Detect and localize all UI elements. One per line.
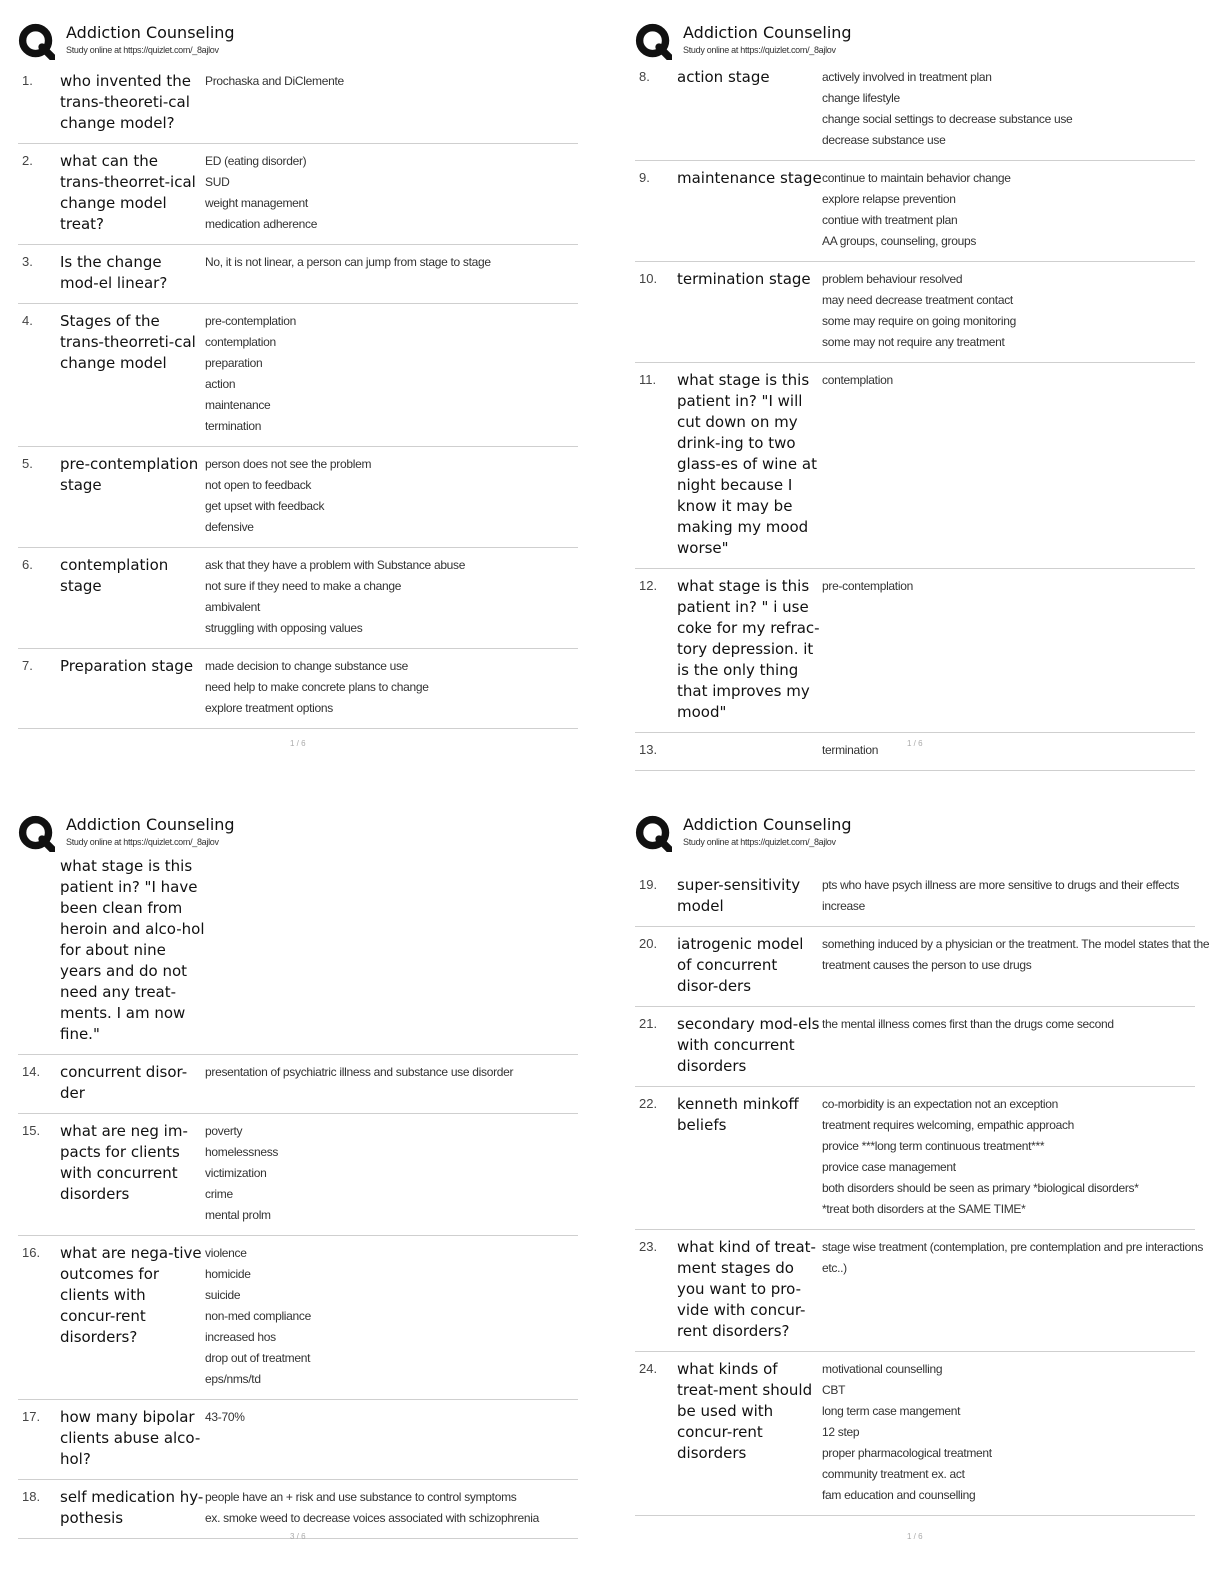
card-number: 19. [639,877,658,892]
card-term: concurrent disor-der [60,1063,188,1102]
card-number: 9. [639,170,650,185]
card-term: contemplation stage [60,556,169,595]
definition-line: Prochaska and DiClemente [205,74,344,88]
card-term: iatrogenic model of concurrent disor-ders [677,935,804,995]
card-term: secondary mod-els with concurrent disorders [677,1015,820,1075]
flashcard-row [635,1230,1204,1352]
definition-line: suicide [205,1288,241,1302]
card-definition [822,875,1195,917]
app-title: Addiction Counseling [66,815,235,834]
definition-line: not sure if they need to make a change [205,579,402,593]
page-header [18,20,578,60]
card-term [677,740,822,761]
card-definition [822,370,1195,559]
card-definition [205,1407,578,1470]
card-term: what are neg im-pacts for clients with concurrent disorders [60,1122,188,1203]
app-subtitle: Study online at https://quizlet.com/_8ajlov [66,45,219,55]
quizlet-logo-icon [18,23,55,60]
card-term: what can the trans-theorret-ical change model treat? [60,152,196,233]
card-term: kenneth minkoff beliefs [677,1095,799,1134]
card-number: 7. [22,658,33,673]
flashcard-row [635,927,1210,1007]
page-number: 1 / 6 [290,739,306,748]
definition-line: No, it is not linear, a person can jump from stage to stage [205,255,491,269]
card-number: 22. [639,1096,658,1111]
flashcard-row [18,1114,578,1236]
app-title: Addiction Counseling [66,23,235,42]
definition-line: medication adherence [205,217,318,231]
flashcard-row [635,1087,1195,1230]
definition-line: increase [822,899,865,913]
definition-line: change social settings to decrease substance use [822,112,1073,126]
card-definition [822,1359,1195,1506]
flashcard-row [18,854,578,1055]
definition-line: stage wise treatment (contemplation, pre contemplation and pre interactions [822,1240,1204,1254]
card-number: 18. [22,1489,41,1504]
definition-line: provice case management [822,1160,956,1174]
card-definition [822,740,1195,761]
card-term: who invented the trans-theoreti-cal change model? [60,72,192,132]
card-number: 14. [22,1064,41,1079]
card-number: 4. [22,313,33,328]
definition-line: increased hos [205,1330,276,1344]
card-term: what stage is this patient in? "I have been clean from heroin and alco-hol for about nine years and do not need any treat-ments. I am now fine." [60,857,205,1043]
definition-line: *treat both disorders at the SAME TIME* [822,1202,1026,1216]
definition-line: need help to make concrete plans to change [205,680,429,694]
definition-line: ex. smoke weed to decrease voices associated with schizophrenia [205,1511,539,1525]
flashcard-row [635,1007,1195,1087]
card-term: what kind of treat-ment stages do you want to pro-vide with concur-rent disorders? [677,1238,816,1340]
card-definition [822,1014,1195,1077]
definition-line: problem behaviour resolved [822,272,963,286]
flashcard-row [18,1400,578,1480]
page-number: 1 / 6 [907,1532,923,1541]
definition-line: contemplation [205,335,276,349]
card-number: 5. [22,456,33,471]
definition-line: both disorders should be seen as primary *biological disorders* [822,1181,1139,1195]
card-term: super-sensitivity model [677,876,801,915]
definition-line: presentation of psychiatric illness and substance use disorder [205,1065,514,1079]
definition-line: treatment causes the person to use drugs [822,958,1032,972]
definition-line: termination [205,419,262,433]
card-term: what are nega-tive outcomes for clients with concur-rent disorders? [60,1244,202,1346]
card-list [635,60,1195,771]
definition-line: etc..) [822,1261,847,1275]
definition-line: ED (eating disorder) [205,154,307,168]
page-number: 3 / 6 [290,1532,306,1541]
card-term: what stage is this patient in? "I will cut down on my drink-ing to two glass-es of wine at night because I know it may be making my mood worse" [677,371,817,557]
card-term: Is the change mod-el linear? [60,253,168,292]
card-definition [205,656,578,719]
card-definition [205,1062,578,1104]
definition-line: ambivalent [205,600,261,614]
definition-line: treatment requires welcoming, empathic approach [822,1118,1075,1132]
definition-line: fam education and counselling [822,1488,976,1502]
flashcard-row [18,64,578,144]
page-header [635,812,1195,852]
definition-line: violence [205,1246,247,1260]
definition-line: homicide [205,1267,251,1281]
card-term: maintenance stage [677,169,822,187]
card-list [18,64,578,729]
definition-line: weight management [205,196,308,210]
definition-line: pre-contemplation [205,314,296,328]
flashcard-row [18,144,578,245]
definition-line: poverty [205,1124,243,1138]
definition-line: 43-70% [205,1410,245,1424]
card-number: 13. [639,742,658,757]
definition-line: drop out of treatment [205,1351,311,1365]
definition-line: person does not see the problem [205,457,372,471]
card-definition [205,1121,578,1226]
definition-line: get upset with feedback [205,499,325,513]
flashcard-row [635,60,1195,161]
definition-line: preparation [205,356,263,370]
definition-line: contiue with treatment plan [822,213,958,227]
definition-line: struggling with opposing values [205,621,363,635]
card-definition [822,269,1195,353]
card-definition [822,67,1195,151]
definition-line: pts who have psych illness are more sensitive to drugs and their effects [822,878,1180,892]
page-number: 1 / 6 [907,739,923,748]
flashcard-row [635,1352,1195,1516]
app-subtitle: Study online at https://quizlet.com/_8ajlov [683,837,836,847]
quizlet-logo-icon [635,815,672,852]
definition-line: ask that they have a problem with Substance abuse [205,558,466,572]
flashcard-row [18,245,578,304]
definition-line: change lifestyle [822,91,900,105]
definition-line: proper pharmacological treatment [822,1446,992,1460]
page-header [635,20,1195,60]
card-term: Preparation stage [60,657,194,675]
definition-line: may need decrease treatment contact [822,293,1013,307]
flashcard-row [18,447,578,548]
definition-line: something induced by a physician or the treatment. The model states that the [822,937,1210,951]
card-number: 24. [639,1361,658,1376]
flashcard-row [18,1055,578,1114]
definition-line: termination [822,743,879,757]
card-number: 3. [22,254,33,269]
app-title: Addiction Counseling [683,23,852,42]
card-definition [822,1237,1203,1342]
card-number: 17. [22,1409,41,1424]
flashcard-row [18,1236,578,1400]
definition-line: explore relapse prevention [822,192,956,206]
card-list [18,854,578,1539]
card-number: 11. [639,372,657,387]
card-definition [205,252,578,294]
card-term: how many bipolar clients abuse alco-hol? [60,1408,201,1468]
definition-line: motivational counselling [822,1362,943,1376]
definition-line: defensive [205,520,254,534]
definition-line: actively involved in treatment plan [822,70,992,84]
card-term: self medication hy-pothesis [60,1488,204,1527]
definition-line: co-morbidity is an expectation not an exception [822,1097,1059,1111]
app-subtitle: Study online at https://quizlet.com/_8ajlov [683,45,836,55]
card-number [18,856,60,1045]
card-number: 20. [639,936,658,951]
card-definition [205,1243,578,1390]
flashcard-row [18,548,578,649]
card-definition [205,151,578,235]
card-definition [205,856,578,1045]
definition-line: maintenance [205,398,271,412]
definition-line: not open to feedback [205,478,312,492]
flashcard-row [18,304,578,447]
flashcard-row [635,868,1195,927]
card-term: action stage [677,68,770,86]
definition-line: community treatment ex. act [822,1467,965,1481]
quizlet-logo-icon [635,23,672,60]
flashcard-row [18,649,578,729]
card-definition [205,555,578,639]
card-definition [822,576,1195,723]
card-number: 16. [22,1245,41,1260]
card-term: what stage is this patient in? " i use coke for my refrac-tory depression. it is the only thing that improves my mood" [677,577,820,721]
card-number: 6. [22,557,33,572]
definition-line: continue to maintain behavior change [822,171,1011,185]
card-term: pre-contemplation stage [60,455,199,494]
definition-line: SUD [205,175,230,189]
definition-line: AA groups, counseling, groups [822,234,977,248]
definition-line: the mental illness comes first than the drugs come second [822,1017,1114,1031]
card-number: 10. [639,271,658,286]
flashcard-row [635,363,1195,569]
card-number: 12. [639,578,658,593]
card-number: 23. [639,1239,658,1254]
page-header [18,812,578,852]
app-subtitle: Study online at https://quizlet.com/_8ajlov [66,837,219,847]
card-definition [205,1487,578,1529]
card-list [635,868,1210,1516]
definition-line: pre-contemplation [822,579,913,593]
definition-line: action [205,377,236,391]
flashcard-row [635,161,1195,262]
definition-line: contemplation [822,373,893,387]
app-title: Addiction Counseling [683,815,852,834]
card-number: 2. [22,153,33,168]
definition-line: people have an + risk and use substance to control symptoms [205,1490,517,1504]
definition-line: long term case mangement [822,1404,961,1418]
definition-line: eps/nms/td [205,1372,261,1386]
card-number: 1. [22,73,33,88]
flashcard-row [635,569,1195,733]
card-definition [822,934,1209,997]
definition-line: some may require on going monitoring [822,314,1016,328]
definition-line: homelessness [205,1145,279,1159]
definition-line: decrease substance use [822,133,946,147]
definition-line: provice ***long term continuous treatment*** [822,1139,1045,1153]
card-definition [205,454,578,538]
card-definition [205,71,578,134]
card-definition [822,168,1195,252]
card-number: 21. [639,1016,658,1031]
definition-line: victimization [205,1166,267,1180]
card-number: 15. [22,1123,41,1138]
card-number: 8. [639,69,650,84]
card-definition [205,311,578,437]
definition-line: explore treatment options [205,701,333,715]
flashcard-row [18,1480,578,1539]
card-term: what kinds of treat-ment should be used with concur-rent disorders [677,1360,813,1462]
definition-line: made decision to change substance use [205,659,409,673]
definition-line: 12 step [822,1425,860,1439]
definition-line: non-med compliance [205,1309,311,1323]
definition-line: mental prolm [205,1208,271,1222]
card-term: Stages of the trans-theorreti-cal change model [60,312,196,372]
definition-line: CBT [822,1383,846,1397]
quizlet-logo-icon [18,815,55,852]
card-definition [822,1094,1195,1220]
flashcard-row [635,262,1195,363]
card-term: termination stage [677,270,811,288]
definition-line: crime [205,1187,233,1201]
definition-line: some may not require any treatment [822,335,1005,349]
